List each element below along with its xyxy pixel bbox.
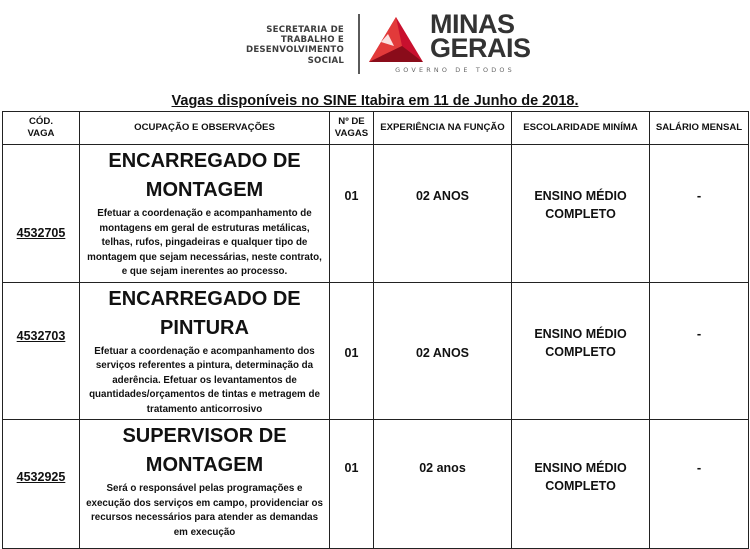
col-header-line: CÓD. xyxy=(29,116,53,127)
vacancy-count: 01 xyxy=(344,189,359,203)
education-value xyxy=(512,187,649,223)
salary-cell xyxy=(650,420,749,549)
count-cell xyxy=(330,420,374,549)
experience-value: 02 ANOS xyxy=(415,345,470,360)
vacancy-code-cell xyxy=(3,282,80,420)
salary-value: - xyxy=(696,460,702,475)
occupation-description: Será o responsável pelas programações e execução dos serviços em campo, providenciar os recursos necessários para atender as demandas em execução xyxy=(86,483,323,538)
education-line: COMPLETO xyxy=(545,207,616,221)
minas-gerais-triangle-logo xyxy=(368,16,424,66)
occupation-title-line: SUPERVISOR DE xyxy=(122,425,287,447)
table-row xyxy=(3,145,749,283)
col-header-education: ESCOLARIDADE MINÍMA xyxy=(512,112,650,145)
vacancy-count: 01 xyxy=(344,345,359,360)
col-header-count xyxy=(330,112,374,145)
secretaria-line: SOCIAL xyxy=(307,55,344,66)
occupation-title-line: PINTURA xyxy=(160,316,249,339)
education-line: ENSINO MÉDIO xyxy=(534,326,627,341)
occupation-title-line: MONTAGEM xyxy=(145,179,264,201)
col-header-line: Nº DE xyxy=(338,116,365,127)
experience-cell xyxy=(374,282,512,420)
occupation-description: Efetuar a coordenação e acompanhamento de montagens em geral de estruturas metálicas, telhas, rufos, pingadeiras e qualquer tipo de montagem que sejam necessárias, neste contrato, e que sejam inerentes ao processo. xyxy=(87,208,322,277)
occupation-cell xyxy=(80,145,330,283)
col-header-occupation: OCUPAÇÃO E OBSERVAÇÕES xyxy=(80,112,330,145)
vacancy-code-link[interactable]: 4532703 xyxy=(16,328,66,343)
table-row xyxy=(3,420,749,549)
salary-cell xyxy=(650,145,749,283)
vacancy-code-link[interactable]: 4532705 xyxy=(16,226,66,241)
education-value xyxy=(512,459,649,495)
vacancy-count: 01 xyxy=(344,461,359,475)
col-header-salary: SALÁRIO MENSAL xyxy=(650,112,749,145)
experience-value: 02 ANOS xyxy=(415,189,470,203)
vacancy-code-cell xyxy=(3,145,80,283)
secretaria-line: SECRETARIA DE xyxy=(266,25,344,35)
salary-value: - xyxy=(696,188,702,203)
education-cell xyxy=(512,420,650,549)
salary-cell xyxy=(650,282,749,420)
experience-cell xyxy=(374,145,512,283)
occupation-title-line: ENCARREGADO DE xyxy=(108,287,301,310)
count-cell xyxy=(330,145,374,283)
salary-value: - xyxy=(696,325,702,341)
secretaria-line: DESENVOLVIMENTO xyxy=(246,45,344,56)
occupation-title-line: ENCARREGADO DE xyxy=(108,150,301,172)
page-title: Vagas disponíveis no SINE Itabira em 11 de Junho de 2018. xyxy=(171,93,579,109)
education-line: ENSINO MÉDIO xyxy=(534,189,627,203)
education-value xyxy=(512,325,649,361)
education-line: COMPLETO xyxy=(545,479,616,493)
secretaria-label xyxy=(228,25,344,66)
brand-line: GERAIS xyxy=(430,33,531,63)
brand-line: MINAS xyxy=(430,9,515,39)
vacancy-code-cell xyxy=(3,420,80,549)
education-line: ENSINO MÉDIO xyxy=(534,461,627,475)
count-cell xyxy=(330,282,374,420)
vacancy-code-link[interactable]: 4532925 xyxy=(16,470,66,484)
occupation-description: Efetuar a coordenação e acompanhamento dos serviços referentes a pintura, determinação da aderência. Efetuar os levantamentos de quantidades/orçamentos de tintas e metragem de tratamento anticorrosivo xyxy=(89,345,320,415)
occupation-title xyxy=(80,285,329,343)
col-header-line: VAGA xyxy=(27,128,55,139)
page-header xyxy=(0,0,750,90)
vacancies-table xyxy=(2,111,749,549)
occupation-cell xyxy=(80,282,330,420)
experience-value: 02 anos xyxy=(419,461,466,475)
occupation-title xyxy=(80,147,329,205)
table-header-row xyxy=(3,112,749,145)
occupation-title-line: MONTAGEM xyxy=(145,454,264,476)
education-cell xyxy=(512,282,650,420)
experience-cell xyxy=(374,420,512,549)
col-header-code xyxy=(3,112,80,145)
occupation-title xyxy=(80,422,329,480)
education-line: COMPLETO xyxy=(545,344,616,359)
brand-name xyxy=(430,9,550,63)
table-row xyxy=(3,282,749,420)
education-cell xyxy=(512,145,650,283)
col-header-experience: EXPERIÊNCIA NA FUNÇÃO xyxy=(374,112,512,145)
occupation-cell xyxy=(80,420,330,549)
secretaria-line: TRABALHO E xyxy=(280,35,344,46)
brand-subtitle: GOVERNO DE TODOS xyxy=(395,66,515,74)
header-divider xyxy=(358,14,360,74)
col-header-line: VAGAS xyxy=(334,128,369,139)
